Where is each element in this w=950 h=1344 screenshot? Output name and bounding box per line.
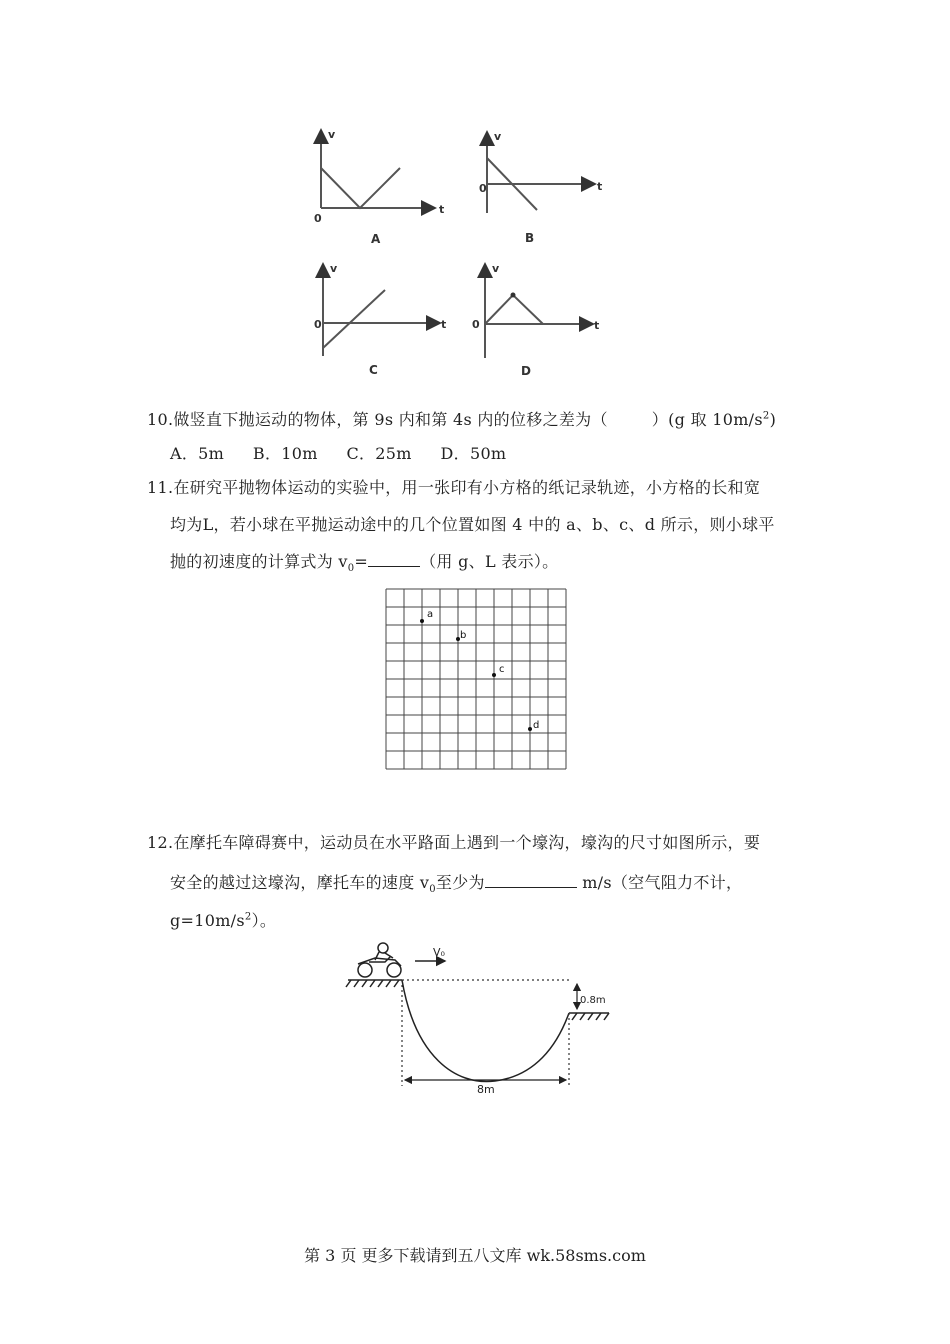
q10-option-a: A．5m [170,444,225,463]
q11-line3-b: = [354,552,369,571]
q12-line3-a: g=10m/s [170,911,245,930]
q11-answer-blank[interactable] [368,550,420,567]
graph-c-v-label: v [330,262,338,275]
graph-c-t-label: t [441,318,447,331]
q12-line3-sup: 2 [244,911,252,923]
q11-line1 [147,477,760,499]
graph-b-v-label: v [494,130,502,143]
q12-line1 [147,832,760,854]
graph-a-t-label: t [439,203,445,216]
q10-option-c: C．25m [346,444,412,463]
q12-line2-b: 至少为 [435,873,485,892]
point-a-label: a [427,609,434,620]
graph-a-v-label: v [328,128,336,141]
q12-line2-c: m/s（空气阻力不计， [576,873,743,892]
page-footer: 第 3 页 更多下载请到五八文库 wk.58sms.com [304,1246,646,1265]
graph-d-v-label: v [492,262,500,275]
q10-stem [147,409,776,431]
graph-a-label: A [371,232,381,246]
point-d [528,727,532,731]
q10-sup: 2 [762,410,770,422]
q11-line3-a: 抛的初速度的计算式为 v [170,552,348,571]
q11-line3-sub: 0 [347,563,355,575]
width-label: 8m [477,1083,495,1096]
q12-line3-b: ）。 [251,911,277,930]
q10-stem-c: ) [769,410,777,429]
q10-option-b: B．10m [252,444,318,463]
q11-number: 11. [147,478,174,497]
point-c [492,673,496,677]
graph-a-origin: 0 [314,212,322,225]
height-label: 0.8m [580,995,606,1006]
graph-c [323,264,440,356]
point-d-label: d [533,720,540,731]
q12-answer-blank[interactable] [485,871,577,888]
q12-line2 [170,871,742,894]
q10-option-d: D．50m [440,444,507,463]
graph-c-origin: 0 [314,318,322,331]
graph-a [321,130,435,208]
graph-d-t-label: t [594,319,600,332]
q11-line3-c: （用 g、L 表示）。 [420,552,559,571]
point-a [420,619,424,623]
motorcycle-icon [358,943,401,977]
v0-label: V₀ [433,946,445,959]
q10-number: 10. [147,410,174,429]
ditch-figure [345,936,615,1096]
q12-line3 [170,910,276,932]
graph-b [487,132,595,213]
q10-stem-a: 做竖直下抛运动的物体，第 9s 内和第 4s 内的位移之差为（ [173,410,608,429]
q10-options [170,443,506,465]
right-ground [569,1013,609,1020]
q12-line2-a: 安全的越过这壕沟，摩托车的速度 v [170,873,430,892]
q11-line3 [170,550,558,573]
q10-stem-b: ）(g 取 10m/s [651,410,763,429]
ditch-curve [402,980,569,1082]
graph-b-t-label: t [597,180,603,193]
point-b-label: b [460,630,467,641]
q11-line2: 均为L，若小球在平抛运动途中的几个位置如图 4 中的 a、b、c、d 所示，则小球平 [170,515,775,534]
vt-graphs-figure [305,118,615,383]
graph-c-label: C [369,363,378,377]
q12-line1-text: 在摩托车障碍赛中，运动员在水平路面上遇到一个壕沟，壕沟的尺寸如图所示，要 [173,833,761,852]
q12-line2-sub: 0 [429,884,436,896]
graph-b-label: B [525,231,535,245]
left-ground [346,980,402,987]
grid-figure [383,586,569,772]
q12-number: 12. [147,833,174,852]
graph-d-origin: 0 [472,318,480,331]
graph-d-label: D [521,364,531,378]
graph-d [485,264,593,358]
graph-b-origin: 0 [479,182,487,195]
graph-d-peak-dot [511,293,516,298]
point-c-label: c [499,664,505,675]
q11-line1-text: 在研究平抛物体运动的实验中，用一张印有小方格的纸记录轨迹，小方格的长和宽 [173,478,761,497]
